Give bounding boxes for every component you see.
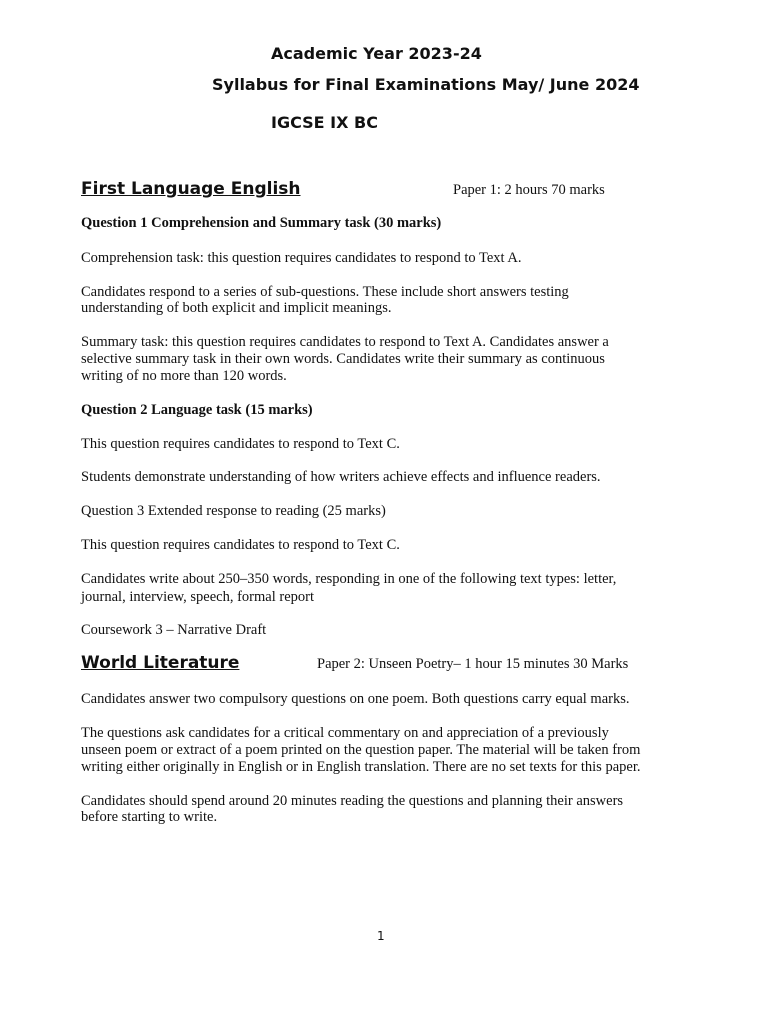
paragraph-line: journal, interview, speech, formal report: [81, 589, 314, 605]
question-2-text: This question requires candidates to respond to Text C.: [81, 436, 400, 452]
paper-1-info: Paper 1: 2 hours 70 marks: [453, 182, 605, 198]
paragraph-line: writing either originally in English or in English translation. There are no set texts for this paper.: [81, 759, 641, 775]
section-title-first-language-english: First Language English: [81, 179, 301, 199]
question-2-students-text: Students demonstrate understanding of how writers achieve effects and influence readers.: [81, 469, 601, 485]
paragraph-line: writing of no more than 120 words.: [81, 368, 287, 384]
question-1-heading: Question 1 Comprehension and Summary task (30 marks): [81, 215, 442, 231]
question-3-text: This question requires candidates to respond to Text C.: [81, 537, 400, 553]
question-3-heading: Question 3 Extended response to reading (25 marks): [81, 503, 386, 519]
question-2-heading: Question 2 Language task (15 marks): [81, 402, 313, 418]
paragraph-line: Summary task: this question requires candidates to respond to Text A. Candidates answer a: [81, 334, 609, 350]
paper-2-info: Paper 2: Unseen Poetry– 1 hour 15 minutes 30 Marks: [317, 656, 629, 672]
coursework-text: Coursework 3 – Narrative Draft: [81, 622, 267, 638]
paragraph-line: before starting to write.: [81, 809, 218, 825]
paragraph-line: Candidates write about 250–350 words, responding in one of the following text types: letter,: [81, 571, 617, 587]
academic-year-heading: Academic Year 2023-24: [271, 44, 482, 63]
paragraph-line: Candidates respond to a series of sub-questions. These include short answers testing: [81, 284, 569, 300]
paragraph-line: understanding of both explicit and implicit meanings.: [81, 300, 392, 316]
comprehension-task-text: Comprehension task: this question requires candidates to respond to Text A.: [81, 250, 522, 266]
grade-heading: IGCSE IX BC: [271, 113, 378, 132]
paragraph-line: selective summary task in their own words. Candidates write their summary as continuous: [81, 351, 605, 367]
paragraph-line: The questions ask candidates for a critical commentary on and appreciation of a previously: [81, 725, 609, 741]
section-title-world-literature: World Literature: [81, 653, 240, 673]
syllabus-heading: Syllabus for Final Examinations May/ June 2024: [212, 75, 640, 94]
paragraph-line: Candidates should spend around 20 minutes reading the questions and planning their answers: [81, 793, 624, 809]
page-number: 1: [377, 929, 385, 943]
paragraph-line: unseen poem or extract of a poem printed on the question paper. The material will be taken from: [81, 742, 641, 758]
world-literature-intro: Candidates answer two compulsory questions on one poem. Both questions carry equal marks.: [81, 691, 630, 707]
